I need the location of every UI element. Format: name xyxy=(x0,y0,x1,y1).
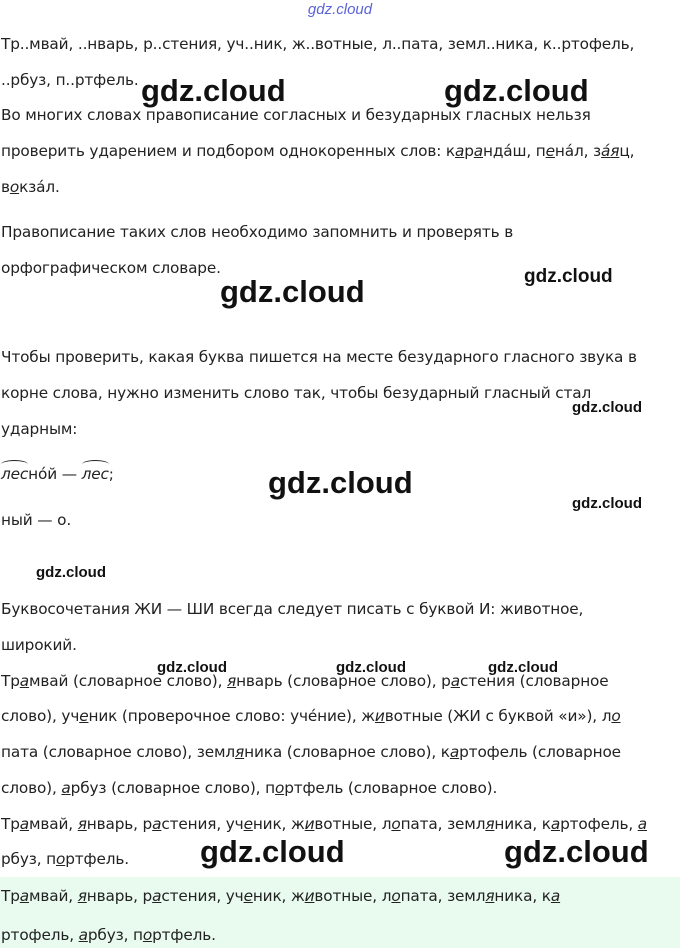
answer-line: Трамвай, январь, растения, ученик, животные, лопата, земляника, картофель, а xyxy=(1,815,647,833)
final-answer-line: ртофель, арбуз, портфель. xyxy=(1,926,216,944)
top-watermark: gdz.cloud xyxy=(307,1,373,18)
watermark: gdz.cloud xyxy=(36,564,106,581)
rule-text-line: Во многих словах правописание согласных и безударных гласных нельзя xyxy=(1,106,591,124)
answer-line: рбуз, портфель. xyxy=(1,850,129,868)
rule-text-line: вокза́л. xyxy=(1,178,60,196)
rule-text-line: широкий. xyxy=(1,636,77,654)
root-mark: лес xyxy=(1,465,28,483)
rule-text-line: проверить ударением и подбором однокоренных слов: каранда́ш, пена́л, за́яц, xyxy=(1,142,635,160)
watermark: gdz.cloud xyxy=(504,834,649,869)
rule-text-line: Правописание таких слов необходимо запомнить и проверять в xyxy=(1,223,514,241)
rule-text-line: орфографическом словаре. xyxy=(1,259,221,277)
watermark: gdz.cloud xyxy=(524,266,613,287)
rule-text-line: Чтобы проверить, какая буква пишется на месте безударного гласного звука в xyxy=(1,348,637,366)
root-mark: лес xyxy=(82,465,109,483)
explanation-line: пата (словарное слово), земляника (словарное слово), картофель (словарное xyxy=(1,743,621,761)
watermark: gdz.cloud xyxy=(141,73,286,108)
watermark: gdz.cloud xyxy=(220,274,365,309)
explanation-line: слово), ученик (проверочное слово: уче́ние), животные (ЖИ с буквой «и»), ло xyxy=(1,707,621,725)
explanation-line: Трамвай (словарное слово), январь (словарное слово), растения (словарное xyxy=(1,672,609,690)
watermark: gdz.cloud xyxy=(572,399,642,416)
root-example-line: лесно́й — лес; xyxy=(1,465,114,483)
watermark: gdz.cloud xyxy=(336,659,406,676)
watermark: gdz.cloud xyxy=(572,495,642,512)
watermark: gdz.cloud xyxy=(157,659,227,676)
explanation-line: слово), арбуз (словарное слово), портфель (словарное слово). xyxy=(1,779,498,797)
exercise-task-line: ..рбуз, п..ртфель. xyxy=(1,71,139,89)
watermark: gdz.cloud xyxy=(488,659,558,676)
rule-text-line: Буквосочетания ЖИ — ШИ всегда следует писать с буквой И: животное, xyxy=(1,600,584,618)
rule-text-line: ударным: xyxy=(1,420,78,438)
final-answer-line: Трамвай, январь, растения, ученик, животные, лопата, земляника, ка xyxy=(1,887,561,905)
exercise-task-line: Тр..мвай, ..нварь, р..стения, уч..ник, ж..вотные, л..пата, земл..ника, к..ртофель, xyxy=(1,35,635,53)
watermark: gdz.cloud xyxy=(268,465,413,500)
watermark: gdz.cloud xyxy=(444,73,589,108)
rule-text-line: ный — о. xyxy=(1,511,72,529)
rule-text-line: корне слова, нужно изменить слово так, чтобы безударный гласный стал xyxy=(1,384,592,402)
watermark: gdz.cloud xyxy=(200,834,345,869)
